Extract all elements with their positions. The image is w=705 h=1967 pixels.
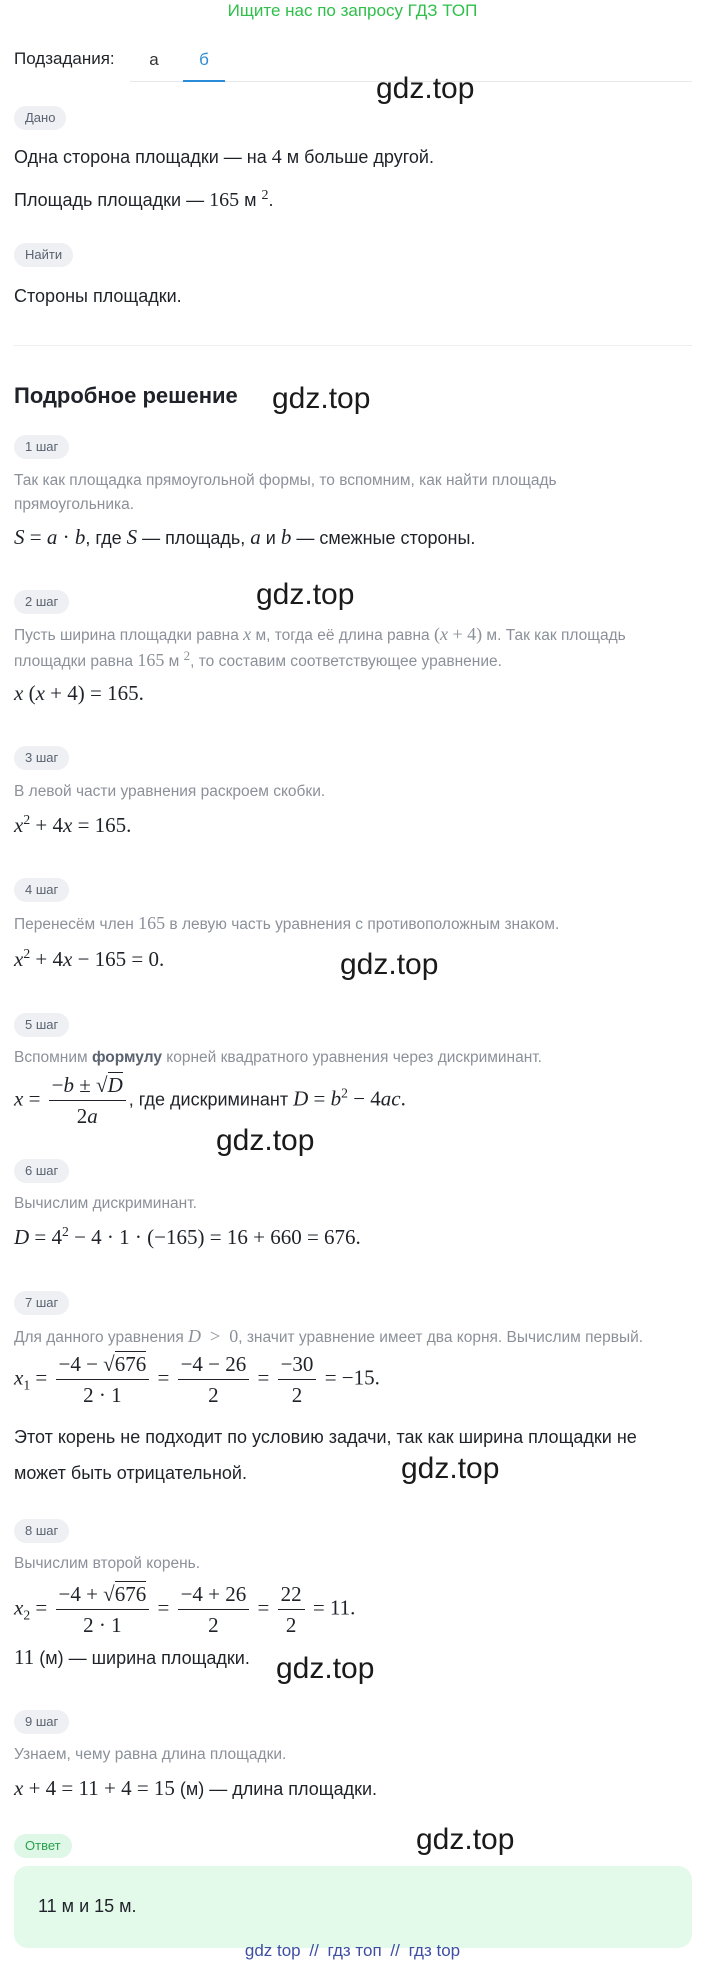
given-line-2-post: .: [268, 190, 274, 210]
watermark: gdz.top: [416, 1823, 515, 1856]
step-1-formula: S = a · b, где S — площадь, a и b — смежные стороны.: [14, 525, 476, 549]
step-4-hint-b: в левую часть уравнения с противоположным знаком.: [165, 916, 560, 933]
given-line-1-num: 4: [271, 146, 282, 168]
step-9-text: (м) — длина площадки.: [174, 1779, 378, 1799]
given-line-1-post: м больше другой.: [281, 147, 434, 167]
step-3-equation: $x^2 + 4x = 165$.: [14, 812, 132, 837]
find-text: Стороны площадки.: [14, 286, 182, 306]
step-5-text: , где дискриминант: [128, 1089, 294, 1110]
step-2-hint-e: , то составим соответствующее уравнение.: [190, 653, 502, 670]
step-4-hint-a: Перенесём член: [14, 916, 139, 933]
step-2-hint-d: м: [164, 653, 184, 670]
step-6-pill: 6 шаг: [14, 1159, 69, 1183]
given-line-2-num: 165: [209, 189, 240, 211]
step-2-hint-c: м. Так как площадь площадки равна: [14, 627, 626, 670]
footer-link-1[interactable]: gdz top: [244, 1941, 301, 1960]
step-1-text-4: — смежные стороны.: [291, 528, 476, 548]
watermark: gdz.top: [401, 1452, 500, 1485]
step-8-text: (м) — ширина площадки.: [34, 1648, 250, 1668]
step-9-pill: 9 шаг: [14, 1710, 69, 1734]
tab-a[interactable]: а: [149, 50, 159, 69]
given-pill: Дано: [14, 106, 66, 130]
answer-pill: Ответ: [14, 1834, 72, 1858]
step-2-hint-b: м, тогда её длина равна: [251, 627, 434, 644]
step-5-hint-b: корней квадратного уравнения через дискриминант.: [161, 1049, 542, 1066]
tab-b-active[interactable]: б: [183, 40, 225, 82]
step-3-hint: В левой части уравнения раскроем скобки.: [14, 783, 326, 800]
step-1-text-1: , где: [85, 528, 127, 548]
step-1-text-3: и: [260, 528, 281, 548]
step-2-pill: 2 шаг: [14, 590, 69, 614]
given-line-2-unit: м: [239, 190, 262, 210]
step-7-equation: $x_1$ = $\frac{-4 - √676}{2 \cdot 1}$ = $\frac{-4 - 26}{2}$ = $\frac{-30}{2}$ = −15.: [14, 1352, 380, 1407]
watermark: gdz.top: [376, 72, 475, 105]
given-line-1: [14, 144, 434, 170]
given-line-1-pre: Одна сторона площадки — на: [14, 147, 272, 167]
watermark: gdz.top: [216, 1124, 315, 1157]
step-5-hint: [14, 1046, 542, 1070]
step-9-result: x + 4 = 11 + 4 = 15 (м) — длина площадки.: [14, 1776, 378, 1800]
step-2-equation: x (x + 4) = 165.: [14, 681, 144, 705]
step-4-pill: 4 шаг: [14, 878, 69, 902]
step-9-hint: Узнаем, чему равна длина площадки.: [14, 1746, 287, 1763]
step-5-formula: x = $\frac{-b \pm √D}{2a}$ , где дискриминант $D = b^2 - 4ac$.: [14, 1073, 406, 1128]
watermark: gdz.top: [340, 948, 439, 981]
step-8-pill: 8 шаг: [14, 1519, 69, 1543]
step-7-pill: 7 шаг: [14, 1291, 69, 1315]
watermark: gdz.top: [276, 1652, 375, 1685]
step-7-hint-b: , значит уравнение имеет два корня. Вычислим первый.: [238, 1329, 644, 1346]
step-4-equation: $x^2 + 4x - 165 = 0$.: [14, 946, 165, 971]
answer-text: 11 м и 15 м.: [38, 1896, 137, 1916]
given-line-2: [14, 187, 273, 213]
step-5-pill: 5 шаг: [14, 1013, 69, 1037]
given-line-2-exp: 2: [261, 188, 269, 203]
solution-title: Подробное решение: [14, 383, 238, 408]
step-1-text-2: — площадь,: [137, 528, 251, 548]
step-2-hint-a: Пусть ширина площадки равна: [14, 627, 244, 644]
formula-link[interactable]: формулу: [91, 1049, 162, 1066]
step-5-hint-a: Вспомним: [14, 1049, 92, 1066]
step-8-result: 11 (м) — ширина площадки.: [14, 1645, 250, 1669]
subtasks-label: Подзадания:: [14, 49, 115, 68]
footer-separator: //: [309, 1941, 319, 1960]
footer-separator: //: [390, 1941, 400, 1960]
search-banner: Ищите нас по запросу ГДЗ ТОП: [227, 1, 478, 20]
section-divider: [14, 345, 692, 346]
step-1-hint: Так как площадка прямоугольной формы, то вспомним, как найти площадь прямоугольника.: [14, 472, 557, 513]
step-7-hint-a: Для данного уравнения: [14, 1329, 189, 1346]
step-7-note: Этот корень не подходит по условию задачи, так как ширина площадки не может быть отрицательной.: [14, 1427, 637, 1483]
step-8-hint: Вычислим второй корень.: [14, 1555, 201, 1572]
footer-links: [0, 1941, 705, 1961]
step-1-pill: 1 шаг: [14, 435, 69, 459]
step-7-hint: Для данного уравнения D > 0, значит уравнение имеет два корня. Вычислим первый.: [14, 1326, 644, 1346]
footer-link-3[interactable]: гдз top: [408, 1941, 461, 1960]
find-pill: Найти: [14, 243, 73, 267]
step-6-equation: $D = 4^2 - 4 \cdot 1 \cdot (-165) = 16 + 660 = 676$.: [14, 1224, 361, 1249]
footer-link-2[interactable]: гдз топ: [327, 1941, 382, 1960]
step-3-pill: 3 шаг: [14, 746, 69, 770]
step-6-hint: Вычислим дискриминант.: [14, 1195, 197, 1212]
step-2-hint: Пусть ширина площадки равна x м, тогда её длина равна (x + 4) м. Так как площадь площадки равна 165 м $^2$, то составим соответствующее уравнение.: [14, 624, 626, 670]
step-8-equation: $x_2$ = $\frac{-4 + √676}{2 \cdot 1}$ = $\frac{-4 + 26}{2}$ = $\frac{22}{2}$ = 11.: [14, 1582, 356, 1637]
step-4-hint: Перенесём член 165 в левую часть уравнения с противоположным знаком.: [14, 913, 560, 933]
watermark: gdz.top: [272, 382, 371, 415]
watermark: gdz.top: [256, 578, 355, 611]
given-line-2-pre: Площадь площадки —: [14, 190, 210, 210]
